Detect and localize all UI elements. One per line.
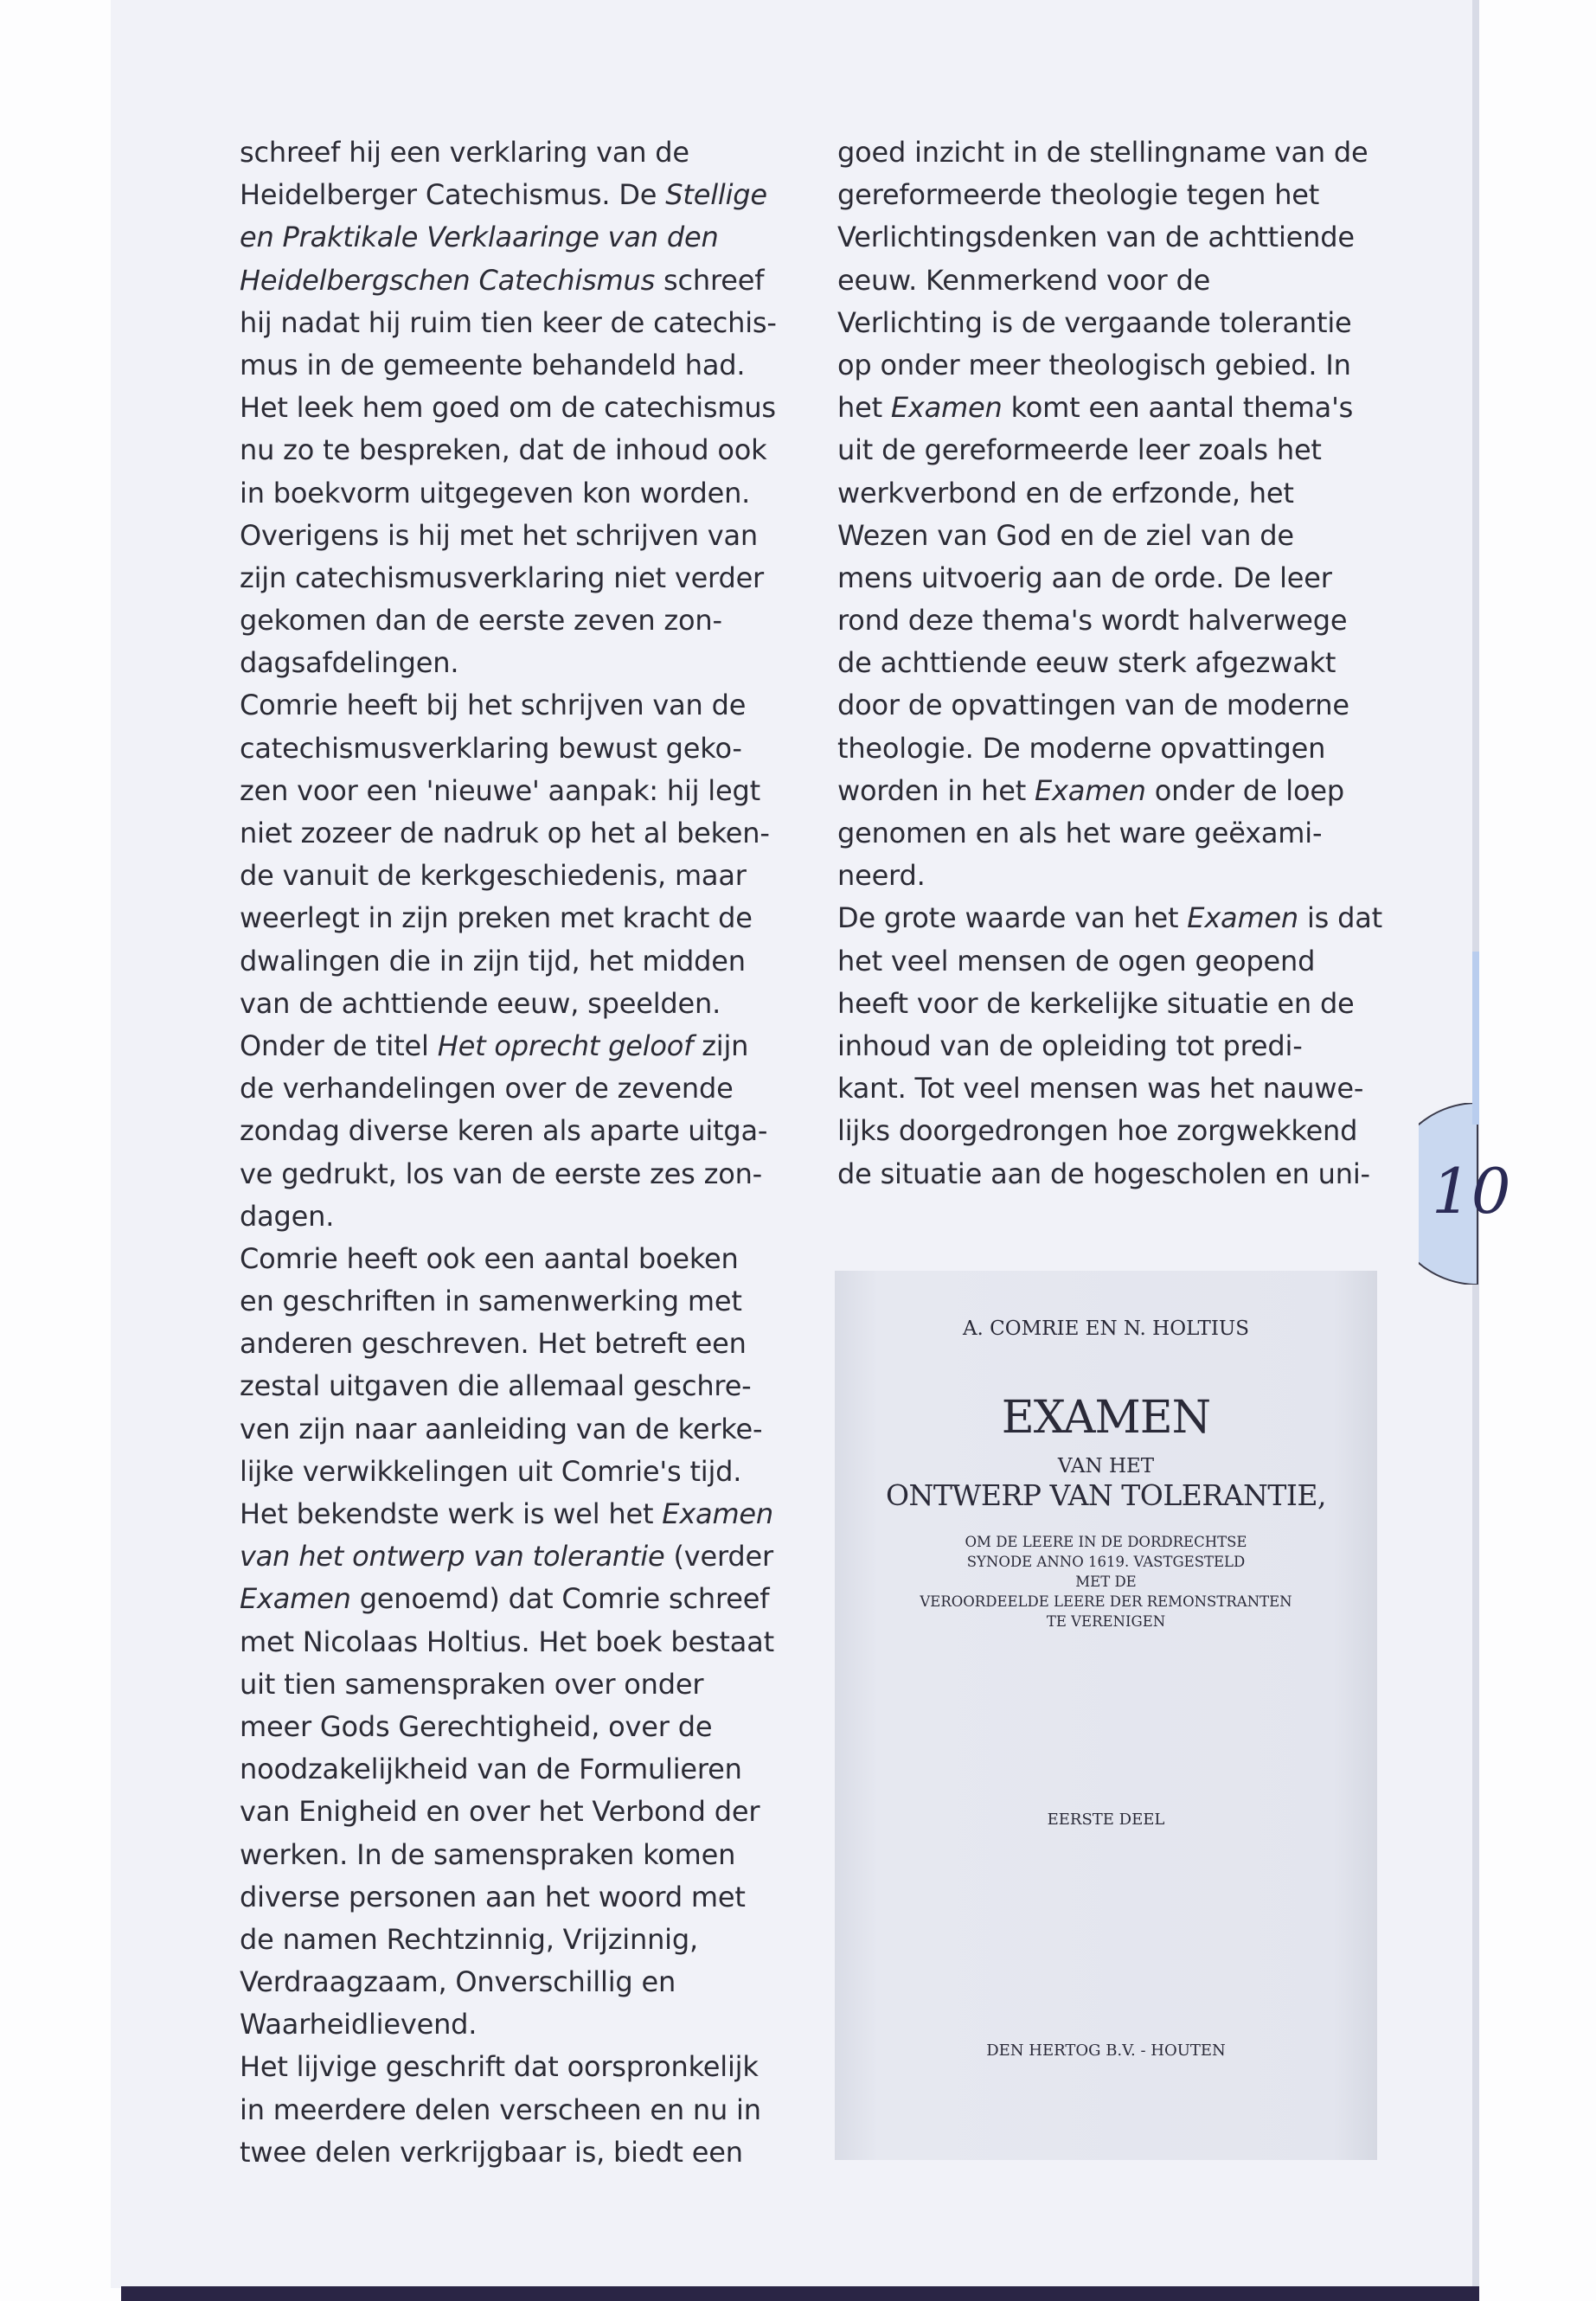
text-segment: eeuw. Kenmerkend voor de	[837, 263, 1211, 297]
text-line	[837, 216, 1400, 259]
text-line	[240, 1365, 793, 1407]
text-segment: zen voor een 'nieuwe' aanpak: hij legt	[240, 773, 760, 807]
text-line	[837, 174, 1400, 216]
cover-subtitle: ONTWERP VAN TOLERANTIE,	[885, 1478, 1327, 1512]
text-line	[837, 260, 1400, 302]
text-segment: Comrie heeft bij het schrijven van de	[240, 689, 747, 722]
text-segment: diverse personen aan het woord met	[240, 1880, 746, 1913]
text-segment: ve gedrukt, los van de eerste zes zon-	[240, 1157, 762, 1190]
text-segment: kant. Tot veel mensen was het nauwe-	[837, 1072, 1364, 1106]
text-line	[837, 855, 1400, 897]
text-line	[240, 1025, 793, 1067]
text-line	[240, 387, 793, 429]
text-segment: goed inzicht in de stellingname van de	[837, 136, 1368, 169]
italic-title-text: Stellige	[665, 178, 767, 212]
text-segment: worden in het	[837, 773, 1035, 807]
text-line	[240, 1834, 793, 1876]
text-segment: Onder de titel	[240, 1029, 438, 1062]
italic-title-text: Examen	[662, 1497, 774, 1530]
text-line	[240, 940, 793, 983]
text-line	[240, 727, 793, 770]
text-segment: uit tien samenspraken over onder	[240, 1667, 704, 1701]
text-segment: Verlichting is de vergaande tolerantie	[837, 305, 1352, 339]
text-line	[240, 684, 793, 727]
text-line	[240, 2089, 793, 2131]
tab-edge-marker	[1472, 952, 1479, 1125]
text-segment: ven zijn naar aanleiding van de kerke-	[240, 1412, 763, 1445]
text-segment: heeft voor de kerkelijke situatie en de	[837, 986, 1355, 1020]
text-line	[240, 472, 793, 515]
text-line	[240, 2003, 793, 2046]
text-segment: komt een aantal thema's	[1002, 391, 1354, 425]
text-segment: anderen geschreven. Het betreft een	[240, 1327, 747, 1361]
text-line	[837, 983, 1400, 1025]
italic-title-text: Heidelbergschen Catechismus	[240, 263, 656, 297]
text-line	[837, 770, 1400, 812]
text-segment: is dat	[1298, 901, 1382, 935]
text-segment: uit de gereformeerde leer zoals het	[837, 433, 1322, 467]
text-line	[240, 515, 793, 557]
text-line	[240, 1067, 793, 1110]
text-segment: zestal uitgaven die allemaal geschre-	[240, 1369, 752, 1403]
text-line	[240, 1153, 793, 1195]
text-segment: genoemd) dat Comrie schreef	[350, 1582, 770, 1616]
text-segment: gereformeerde theologie tegen het	[837, 178, 1320, 212]
text-line	[240, 1535, 793, 1578]
text-line	[837, 429, 1400, 471]
text-line	[240, 216, 793, 259]
text-segment: (verder	[664, 1540, 773, 1574]
page-number: 10	[1432, 1155, 1511, 1227]
text-line	[240, 1706, 793, 1748]
text-segment: het veel mensen de ogen geopend	[837, 944, 1316, 977]
text-line	[240, 260, 793, 302]
text-line	[837, 812, 1400, 855]
text-segment: zijn catechismusverklaring niet verder	[240, 561, 765, 594]
cover-description-line: MET DE	[1075, 1574, 1137, 1590]
text-line	[240, 344, 793, 387]
text-segment: werken. In de samenspraken komen	[240, 1837, 736, 1871]
left-text-column	[240, 131, 793, 2174]
text-segment: Waarheidlievend.	[240, 2008, 478, 2041]
cover-title: EXAMEN	[1001, 1392, 1211, 1444]
text-segment: meer Gods Gerechtigheid, over de	[240, 1709, 713, 1743]
cover-publisher: DEN HERTOG B.V. - HOUTEN	[986, 2041, 1226, 2060]
bottom-edge-strip	[121, 2286, 1479, 2301]
text-line	[240, 1621, 793, 1663]
text-line	[837, 1067, 1400, 1110]
text-line	[837, 1025, 1400, 1067]
text-segment: Het leek hem goed om de catechismus	[240, 391, 776, 425]
text-segment: op onder meer theologisch gebied. In	[837, 348, 1351, 381]
text-segment: dagsafdelingen.	[240, 646, 459, 680]
text-line	[837, 472, 1400, 515]
text-line	[837, 131, 1400, 174]
text-segment: neerd.	[837, 859, 926, 893]
text-segment: gekomen dan de eerste zeven zon-	[240, 604, 722, 638]
text-segment: mus in de gemeente behandeld had.	[240, 348, 746, 381]
text-segment: mens uitvoerig aan de orde. De leer	[837, 561, 1332, 594]
text-segment: schreef hij een verklaring van de	[240, 136, 689, 169]
text-line	[240, 557, 793, 599]
text-line	[837, 557, 1400, 599]
text-line	[240, 897, 793, 939]
cover-volume: EERSTE DEEL	[1047, 1811, 1165, 1829]
italic-title-text: Examen	[1187, 901, 1299, 935]
text-segment: de vanuit de kerkgeschiedenis, maar	[240, 859, 747, 893]
text-line	[837, 642, 1400, 684]
text-line	[240, 2046, 793, 2088]
text-line	[837, 515, 1400, 557]
text-line	[240, 1493, 793, 1535]
text-segment: Verdraagzaam, Onverschillig en	[240, 1965, 676, 1999]
cover-description-line: TE VERENIGEN	[1046, 1613, 1166, 1630]
text-segment: zijn	[693, 1029, 749, 1062]
text-segment: Comrie heeft ook een aantal boeken	[240, 1241, 739, 1275]
text-line	[240, 1408, 793, 1451]
text-segment: van Enigheid en over het Verbond der	[240, 1795, 760, 1829]
text-segment: Het lijvige geschrift dat oorspronkelijk	[240, 2050, 759, 2084]
right-text-column	[837, 131, 1400, 1195]
text-line	[240, 1280, 793, 1323]
text-segment: lijke verwikkelingen uit Comrie's tijd.	[240, 1454, 742, 1488]
cover-description-line: SYNODE ANNO 1619. VASTGESTELD	[966, 1554, 1246, 1570]
text-line	[837, 897, 1400, 939]
text-segment: Wezen van God en de ziel van de	[837, 518, 1294, 552]
text-segment: in meerdere delen verscheen en nu in	[240, 2093, 761, 2126]
text-line	[240, 1791, 793, 1833]
text-line	[240, 131, 793, 174]
cover-description-line: VEROORDEELDE LEERE DER REMONSTRANTEN	[920, 1593, 1292, 1610]
italic-title-text: van het ontwerp van tolerantie	[240, 1540, 665, 1574]
text-line	[837, 684, 1400, 727]
text-segment: weerlegt in zijn preken met kracht de	[240, 901, 753, 935]
text-line	[240, 1323, 793, 1365]
text-segment: werkverbond en de erfzonde, het	[837, 476, 1294, 510]
text-line	[240, 302, 793, 344]
text-line	[837, 387, 1400, 429]
text-line	[240, 1876, 793, 1919]
text-segment: catechismusverklaring bewust geko-	[240, 731, 742, 765]
italic-title-text: Het oprecht geloof	[437, 1029, 694, 1062]
text-line	[240, 1110, 793, 1152]
text-segment: Verlichtingsdenken van de achttiende	[837, 221, 1355, 254]
text-line	[240, 1663, 793, 1706]
italic-title-text: Examen	[890, 391, 1003, 425]
text-segment: de situatie aan de hogescholen en uni-	[837, 1157, 1370, 1190]
text-segment: lijks doorgedrongen hoe zorgwekkend	[837, 1114, 1358, 1148]
text-line	[240, 1748, 793, 1791]
text-line	[240, 642, 793, 684]
text-line	[240, 983, 793, 1025]
italic-title-text: en Praktikale Verklaaringe van den	[240, 221, 719, 254]
text-line	[240, 429, 793, 471]
text-line	[240, 1961, 793, 2003]
text-segment: noodzakelijkheid van de Formulieren	[240, 1753, 742, 1786]
text-segment: dwalingen die in zijn tijd, het midden	[240, 944, 746, 977]
text-line	[240, 1195, 793, 1238]
text-line	[240, 1238, 793, 1280]
text-segment: inhoud van de opleiding tot predi-	[837, 1029, 1303, 1062]
text-segment: dagen.	[240, 1199, 335, 1233]
text-segment: theologie. De moderne opvattingen	[837, 731, 1326, 765]
text-segment: de verhandelingen over de zevende	[240, 1072, 734, 1106]
text-segment: de namen Rechtzinnig, Vrijzinnig,	[240, 1922, 698, 1956]
cover-van-het: VAN HET	[1057, 1455, 1155, 1477]
text-line	[240, 2131, 793, 2174]
text-segment: De grote waarde van het	[837, 901, 1188, 935]
text-segment: Het bekendste werk is wel het	[240, 1497, 663, 1530]
text-segment: met Nicolaas Holtius. Het boek bestaat	[240, 1625, 774, 1658]
text-line	[240, 174, 793, 216]
cover-author: A. COMRIE EN N. HOLTIUS	[962, 1317, 1250, 1340]
text-line	[837, 302, 1400, 344]
text-segment: zondag diverse keren als aparte uitga-	[240, 1114, 768, 1148]
cover-description-line: OM DE LEERE IN DE DORDRECHTSE	[965, 1534, 1247, 1550]
text-line	[837, 940, 1400, 983]
text-line	[240, 1578, 793, 1620]
text-segment: genomen en als het ware geëxami-	[837, 817, 1323, 849]
text-segment: Heidelberger Catechismus. De	[240, 178, 666, 212]
italic-title-text: Examen	[240, 1582, 351, 1616]
text-segment: onder de loep	[1145, 773, 1344, 807]
text-segment: schreef	[655, 263, 765, 297]
text-line	[240, 1451, 793, 1493]
text-segment: het	[837, 391, 891, 425]
text-segment: de achttiende eeuw sterk afgezwakt	[837, 646, 1336, 680]
text-segment: in boekvorm uitgegeven kon worden.	[240, 476, 751, 510]
cover-description	[835, 1532, 1377, 1631]
text-line	[240, 812, 793, 855]
book-cover-image	[835, 1271, 1377, 2160]
text-segment: rond deze thema's wordt halverwege	[837, 604, 1348, 638]
text-segment: Overigens is hij met het schrijven van	[240, 518, 759, 552]
text-line	[240, 599, 793, 642]
text-line	[837, 344, 1400, 387]
text-segment: en geschriften in samenwerking met	[240, 1285, 742, 1318]
text-line	[837, 727, 1400, 770]
text-line	[837, 1153, 1400, 1195]
italic-title-text: Examen	[1035, 773, 1146, 807]
text-segment: twee delen verkrijgbaar is, biedt een	[240, 2135, 743, 2169]
text-segment: van de achttiende eeuw, speelden.	[240, 986, 721, 1020]
text-segment: nu zo te bespreken, dat de inhoud ook	[240, 433, 767, 467]
text-line	[240, 855, 793, 897]
text-line	[837, 1110, 1400, 1152]
text-segment: hij nadat hij ruim tien keer de catechis-	[240, 305, 777, 339]
text-line	[240, 770, 793, 812]
text-line	[837, 599, 1400, 642]
text-segment: niet zozeer de nadruk op het al beken-	[240, 817, 770, 849]
text-line	[240, 1919, 793, 1961]
text-segment: door de opvattingen van de moderne	[837, 689, 1349, 722]
